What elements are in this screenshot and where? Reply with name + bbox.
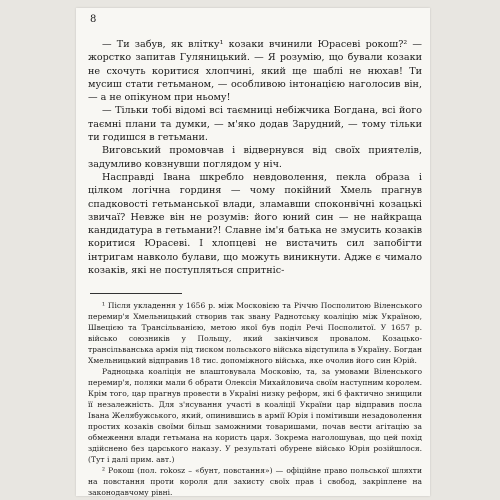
paragraph: — Тільки тобі відомі всі таємниці небіжчика Богдана, всі його таємні плани та думки, — м'яко додав Зарудний, — тому тільки ти годишся в гетьмани. (88, 105, 422, 144)
footnotes (88, 300, 422, 498)
main-text (88, 38, 422, 277)
book-page (76, 8, 430, 496)
footnote-divider (90, 293, 182, 294)
page-number: 8 (90, 14, 97, 25)
footnote: ¹ Після укладення у 1656 р. між Московією та Річчю Посполитою Віленського перемир'я Хмельницький створив так звану Раднотську коаліцію між Україною, Швецією та Трансільванією, метою якої був поділ Речі Посполитої. У 1657 р. військо союзників у Польщу, який закінчився провалом. Козацько-трансільванська армія під тиском польського війська відступила в Україну. Богдан Хмельницький відправив 18 тис. допоміжного війська, яке очолив його син Юрій. (88, 301, 422, 365)
paragraph: Виговський промовчав і відвернувся від своїх приятелів, задумливо ковзнувши поглядом у ніч. (88, 145, 422, 170)
footnote: ² Рокош (пол. rokosz – «бунт, повстання») — офіційне право польської шляхти на повстання проти короля для захисту своїх прав і свобод, закріплене на законодавчому рівні. (88, 466, 422, 497)
paragraph: — Ти забув, як влітку¹ козаки вчинили Юрасеві рокош?² — жорстко запитав Гуляницький. — Я розумію, що бували козаки не схочуть коритися хлопчині, який ще шаблі не нюхав! Ти мусиш стати гетьманом, — особливою інтонацією наголосив він, — а не опікуном при ньому! (88, 39, 422, 104)
paragraph: Насправді Івана шкребло невдоволення, пекла образа і цілком логічна гординя — чому покійний Хмель прагнув спадковості гетьманської влади, зламавши споконвічні козацькі звичаї? Невже він не розумів: його юний син — не найкраща кандидатура в гетьмани?! Славне ім'я батька не змусить козаків коритися Юрасеві. І хлопцеві не вистачить сил запобігти інтригам навколо булави, що можуть виникнути. Адже є чимало козаків, які не поступляться спритніс- (88, 171, 422, 277)
footnote: Радноцька коаліція не влаштовувала Московію, та, за умовами Віленського перемир'я, поляки мали б обрати Олексія Михайловича своїм наступним королем. Крім того, цар прагнув провести в Україні низку реформ, які б фактично знищили її незалежність. Для з'ясування участі в коаліції України цар відправив посла Івана Желябужського, який, опинившись в армії Юрія і помітивши незадоволення простих козаків своїми бiльш заможними товаришами, почав вести агітацію за обмеження влади гетьмана на користь царя. Зокрема наголошував, що цей похід здійснено без царського наказу. У результаті обурене військо Юрія розійшлося. (Тут і далі прим. авт.) (88, 367, 422, 464)
